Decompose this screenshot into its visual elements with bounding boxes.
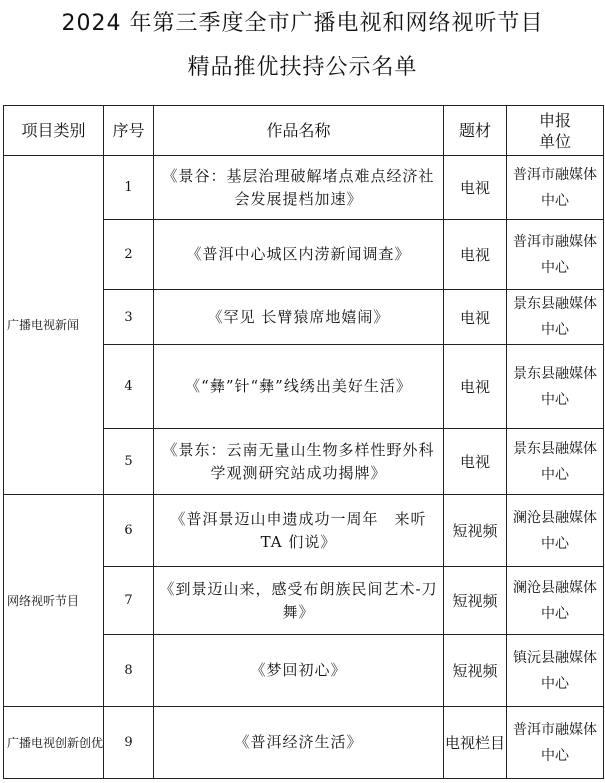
work-name-cell: 《“彝”针“彝”线绣出美好生活》 [154, 345, 444, 429]
genre-cell: 短视频 [444, 567, 507, 635]
work-name-cell: 《普洱景迈山申遗成功一周年 来听 TA 们说》 [154, 495, 444, 567]
index-cell: 7 [104, 567, 154, 635]
index-cell: 6 [104, 495, 154, 567]
category-cell: 网络视听节目 [4, 495, 104, 707]
work-name-cell: 《普洱经济生活》 [154, 707, 444, 779]
genre-cell: 电视 [444, 290, 507, 345]
header-category: 项目类别 [4, 106, 104, 156]
index-cell: 1 [104, 156, 154, 220]
header-index: 序号 [104, 106, 154, 156]
work-name-cell: 《梦回初心》 [154, 635, 444, 707]
applicant-cell: 普洱市融媒体中心 [507, 220, 604, 290]
work-name-cell: 《普洱中心城区内涝新闻调查》 [154, 220, 444, 290]
applicant-cell: 普洱市融媒体中心 [507, 156, 604, 220]
document-title-line2: 精品推优扶持公示名单 [187, 55, 418, 80]
work-name-cell: 《景谷：基层治理破解堵点难点经济社会发展提档加速》 [154, 156, 444, 220]
genre-cell: 短视频 [444, 495, 507, 567]
table-row [4, 156, 604, 220]
genre-cell: 电视 [444, 220, 507, 290]
header-applicant: 申报 单位 [507, 106, 604, 156]
genre-cell: 电视 [444, 345, 507, 429]
work-name-cell: 《到景迈山来，感受布朗族民间艺术-刀舞》 [154, 567, 444, 635]
applicant-cell: 景东县融媒体中心 [507, 290, 604, 345]
table-header-row [4, 106, 604, 156]
applicant-cell: 澜沧县融媒体中心 [507, 495, 604, 567]
applicant-cell: 镇沅县融媒体中心 [507, 635, 604, 707]
genre-cell: 电视栏目 [444, 707, 507, 779]
document-title-line1: 2024 年第三季度全市广播电视和网络视听节目 [61, 11, 544, 36]
index-cell: 9 [104, 707, 154, 779]
index-cell: 2 [104, 220, 154, 290]
applicant-cell: 普洱市融媒体中心 [507, 707, 604, 779]
genre-cell: 短视频 [444, 635, 507, 707]
work-name-cell: 《景东：云南无量山生物多样性野外科学观测研究站成功揭牌》 [154, 429, 444, 495]
index-cell: 4 [104, 345, 154, 429]
header-work-name: 作品名称 [154, 106, 444, 156]
roster-table [3, 105, 604, 779]
genre-cell: 电视 [444, 429, 507, 495]
table-row [4, 495, 604, 567]
category-cell: 广播电视创新创优 [4, 707, 104, 779]
header-genre: 题材 [444, 106, 507, 156]
genre-cell: 电视 [444, 156, 507, 220]
category-cell: 广播电视新闻 [4, 156, 104, 495]
applicant-cell: 景东县融媒体中心 [507, 345, 604, 429]
applicant-cell: 澜沧县融媒体中心 [507, 567, 604, 635]
index-cell: 8 [104, 635, 154, 707]
applicant-cell: 景东县融媒体中心 [507, 429, 604, 495]
work-name-cell: 《罕见 长臂猿席地嬉闹》 [154, 290, 444, 345]
index-cell: 3 [104, 290, 154, 345]
table-row [4, 707, 604, 779]
index-cell: 5 [104, 429, 154, 495]
